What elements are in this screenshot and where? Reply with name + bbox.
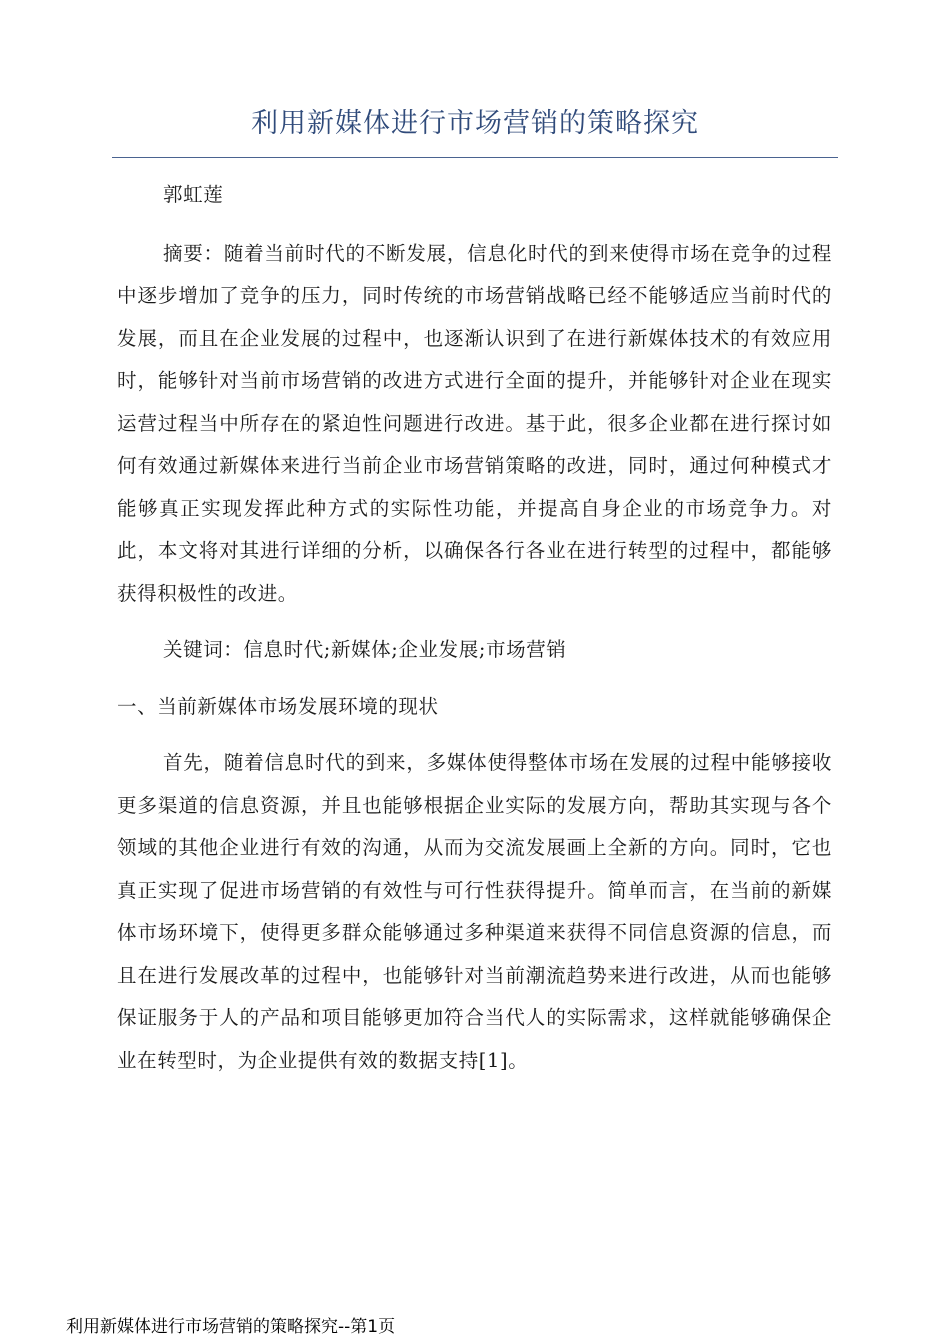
title-divider bbox=[112, 157, 838, 158]
section-heading: 一、当前新媒体市场发展环境的现状 bbox=[117, 694, 439, 718]
abstract-paragraph: 摘要：随着当前时代的不断发展，信息化时代的到来使得市场在竞争的过程中逐步增加了竞争的压力，同时传统的市场营销战略已经不能够适应当前时代的发展，而且在企业发展的过程中，也逐渐认识到了在进行新媒体技术的有效应用时，能够针对当前市场营销的改进方式进行全面的提升，并能够针对企业在现实运营过程当中所存在的紧迫性问题进行改进。基于此，很多企业都在进行探讨如何有效通过新媒体来进行当前企业市场营销策略的改进，同时，通过何种模式才能够真正实现发挥此种方式的实际性功能，并提高自身企业的市场竞争力。对此，本文将对其进行详细的分析，以确保各行各业在进行转型的过程中，都能够获得积极性的改进。 bbox=[117, 241, 832, 605]
body-paragraph: 首先，随着信息时代的到来，多媒体使得整体市场在发展的过程中能够接收更多渠道的信息资源，并且也能够根据企业实际的发展方向，帮助其实现与各个领域的其他企业进行有效的沟通，从而为交流发展画上全新的方向。同时，它也真正实现了促进市场营销的有效性与可行性获得提升。简单而言，在当前的新媒体市场环境下，使得更多群众能够通过多种渠道来获得不同信息资源的信息，而且在进行发展改革的过程中，也能够针对当前潮流趋势来进行改进，从而也能够保证服务于人的产品和项目能够更加符合当代人的实际需求，这样就能够确保企业在转型时，为企业提供有效的数据支持[1]。 bbox=[117, 751, 832, 1072]
keywords-line: 关键词：信息时代;新媒体;企业发展;市场营销 bbox=[163, 638, 567, 661]
author-name: 郭虹莲 bbox=[163, 183, 224, 206]
document-body bbox=[117, 174, 832, 1082]
page-footer: 利用新媒体进行市场营销的策略探究--第1页 bbox=[66, 1317, 396, 1337]
document-title: 利用新媒体进行市场营销的策略探究 bbox=[251, 108, 699, 139]
